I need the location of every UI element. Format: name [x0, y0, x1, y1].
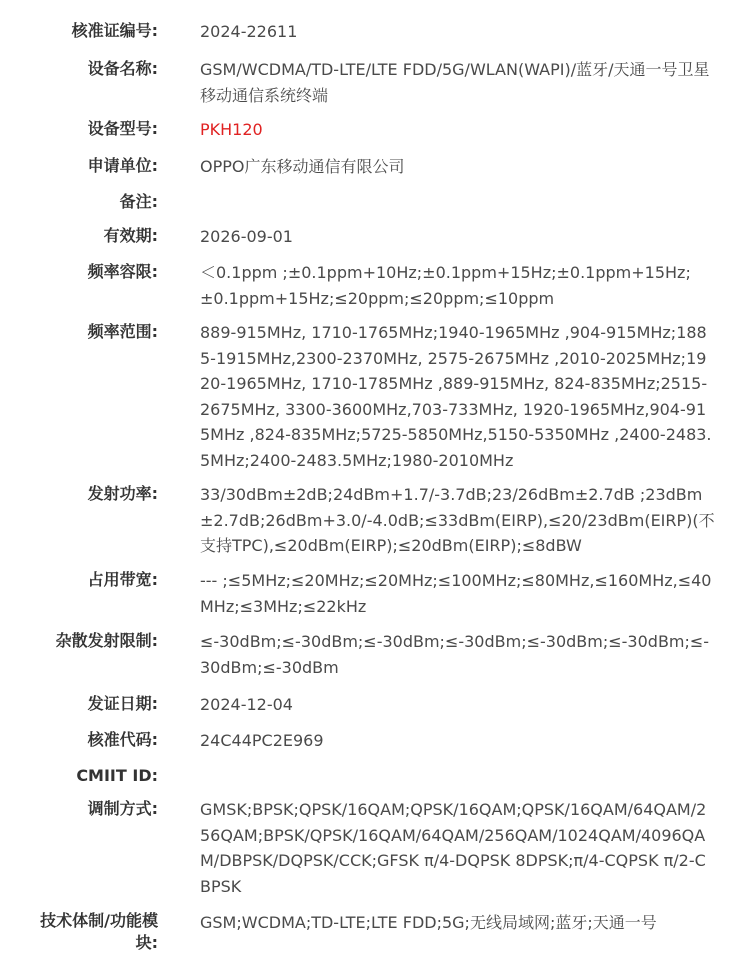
issue-date-label: 发证日期: [87, 694, 158, 713]
approval-code-label: 核准代码: [87, 730, 158, 749]
frequency-range-label: 频率范围: [87, 322, 158, 341]
approval-number-label: 核准证编号: [71, 21, 158, 40]
occupied-bandwidth-label: 占用带宽: [87, 570, 158, 589]
spurious-emission-label: 杂散发射限制: [55, 631, 158, 650]
applicant-label: 申请单位: [87, 156, 158, 175]
frequency-tolerance-label: 频率容限: [87, 262, 158, 281]
device-name-label: 设备名称: [87, 59, 158, 78]
technology-value: GSM;WCDMA;TD-LTE;LTE FDD;5G;无线局域网;蓝牙;天通一号 [200, 913, 657, 932]
device-name-value: GSM/WCDMA/TD-LTE/LTE FDD/5G/WLAN(WAPI)/蓝牙/天通一号卫星移动通信系统终端 [200, 60, 710, 105]
approval-number-value: 2024-22611 [200, 22, 298, 41]
transmit-power-value: 33/30dBm±2dB;24dBm+1.7/-3.7dB;23/26dBm±2.7dB ;23dBm±2.7dB;26dBm+3.0/-4.0dB;≤33dBm(EIRP),≤20/23dBm(EIRP)(不支持TPC),≤20dBm(EIRP);≤20dBm(EIRP);≤8dBW [200, 485, 715, 555]
occupied-bandwidth-value: --- ;≤5MHz;≤20MHz;≤20MHz;≤100MHz;≤80MHz,≤160MHz,≤40MHz;≤3MHz;≤22kHz [200, 571, 712, 616]
modulation-label: 调制方式: [87, 799, 158, 818]
frequency-tolerance-value: ＜0.1ppm ;±0.1ppm+10Hz;±0.1ppm+15Hz;±0.1ppm+15Hz;±0.1ppm+15Hz;≤20ppm;≤20ppm;≤10ppm [200, 263, 691, 308]
device-model-label: 设备型号: [87, 119, 158, 138]
applicant-value: OPPO广东移动通信有限公司 [200, 157, 405, 176]
spurious-emission-value: ≤-30dBm;≤-30dBm;≤-30dBm;≤-30dBm;≤-30dBm;≤-30dBm;≤-30dBm;≤-30dBm [200, 632, 710, 677]
validity-label: 有效期: [103, 226, 158, 245]
modulation-value: GMSK;BPSK;QPSK/16QAM;QPSK/16QAM;QPSK/16QAM/64QAM/256QAM;BPSK/QPSK/16QAM/64QAM/256QAM/1024QAM/4096QAM/DBPSK/DQPSK/CCK;GFSK π/4-DQPSK 8DPSK;π/4-CQPSK π/2-CBPSK [200, 800, 707, 896]
technology-label: 技术体制/功能模块: [40, 911, 158, 952]
remarks-label: 备注: [119, 192, 158, 211]
frequency-range-value: 889-915MHz, 1710-1765MHz;1940-1965MHz ,904-915MHz;1885-1915MHz,2300-2370MHz, 2575-2675MHz ,2010-2025MHz;1920-1965MHz, 1710-1785MHz ,889-915MHz, 824-835MHz;2515-2675MHz, 3300-3600MHz,703-733MHz, 1920-1965MHz,904-915MHz ,824-835MHz;5725-5850MHz,5150-5350MHz ,2400-2483.5MHz;2400-2483.5MHz;1980-2010MHz [200, 323, 712, 470]
transmit-power-label: 发射功率: [87, 484, 158, 503]
approval-code-value: 24C44PC2E969 [200, 731, 324, 750]
device-model-value: PKH120 [200, 120, 263, 139]
cmiit-id-label: CMIIT ID: [76, 766, 158, 785]
issue-date-value: 2024-12-04 [200, 695, 293, 714]
validity-value: 2026-09-01 [200, 227, 293, 246]
